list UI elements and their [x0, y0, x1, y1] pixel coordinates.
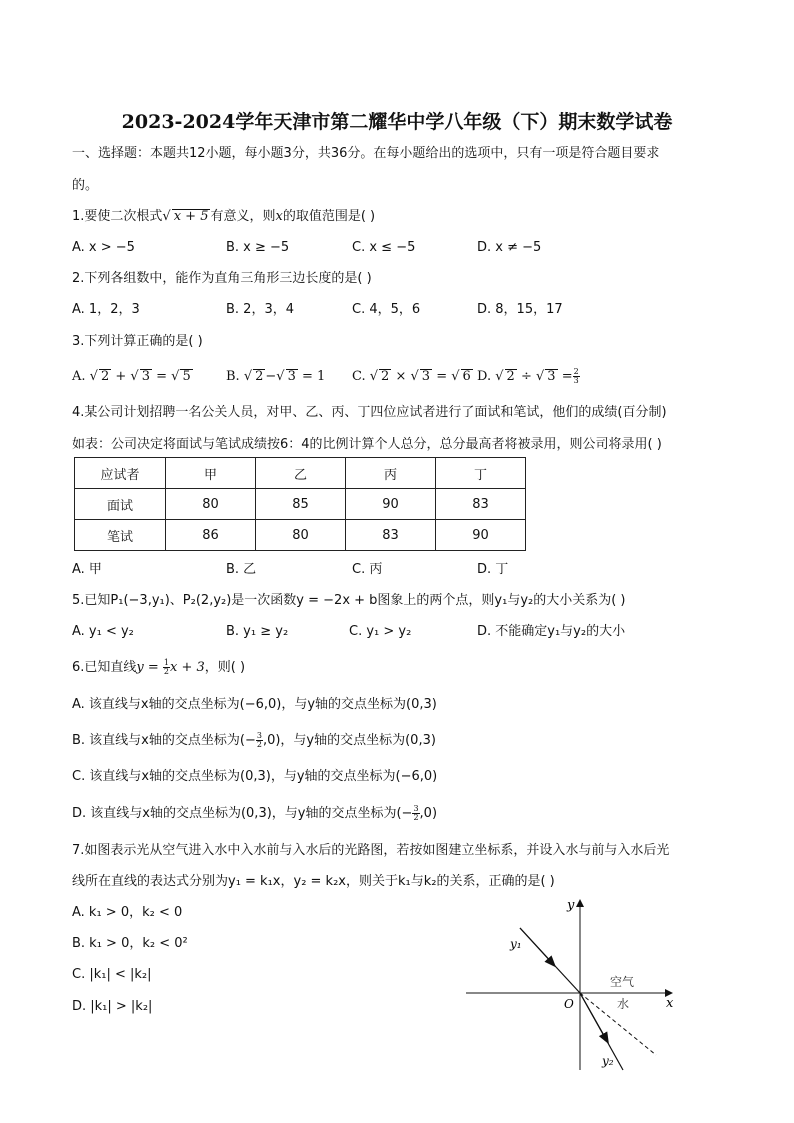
- table-cell: 笔试: [75, 520, 166, 551]
- q2-option-a: A. 1，2，3: [72, 302, 140, 317]
- table-cell: 90: [436, 520, 526, 551]
- q3-option-b: B. √ 2 −√ 3 = 1: [226, 369, 326, 384]
- q4-option-c: C. 丙: [352, 562, 383, 577]
- y2-label: y₂: [602, 1054, 614, 1068]
- air-label: 空气: [610, 975, 635, 989]
- sqrt-sign: √: [162, 209, 171, 224]
- table-cell: 83: [346, 520, 436, 551]
- q2-stem: 2.下列各组数中，能作为直角三角形三边长度的是( ): [72, 271, 372, 286]
- q7-stem-line1: 7.如图表示光从空气进入水中入水前与入水后的光路图，若按如图建立坐标系，并设入水与前与入水后光: [72, 843, 670, 858]
- table-cell: 90: [346, 489, 436, 520]
- table-cell: 83: [436, 489, 526, 520]
- q2-option-c: C. 4，5，6: [352, 302, 421, 317]
- q5-option-d: D. 不能确定y₁与y₂的大小: [477, 624, 626, 639]
- q6-d-fraction: $\frac{3}{2}$: [413, 804, 419, 822]
- q3-option-d: D. √ 2 ÷ √ 3 = $\frac{2}{3}$: [477, 367, 579, 385]
- table-cell: 80: [256, 520, 346, 551]
- q6-option-c: C. 该直线与x轴的交点坐标为(0,3)，与y轴的交点坐标为(−6,0): [72, 769, 438, 784]
- section-heading-line2: 的。: [72, 178, 99, 193]
- table-cell: 80: [166, 489, 256, 520]
- q2-option-b: B. 2，3，4: [226, 302, 294, 317]
- q1-option-c: C. x ≤ −5: [352, 240, 416, 255]
- exam-title: 2023-2024学年天津市第二耀华中学八年级（下）期末数学试卷: [121, 111, 673, 133]
- q1-option-d: D. x ≠ −5: [477, 240, 542, 255]
- q1-option-a: A. x > −5: [72, 240, 135, 255]
- table-header-row: [75, 458, 526, 489]
- ray-y1-arrow: [520, 928, 552, 963]
- origin-label: O: [564, 997, 574, 1011]
- table-header-cell: 乙: [256, 458, 346, 489]
- q1-stem: [72, 208, 375, 226]
- q6-fraction: $\frac{1}{2}$: [163, 658, 170, 676]
- x-axis-label: x: [666, 996, 674, 1011]
- y1-label: y₁: [510, 937, 522, 951]
- q3-option-c: C. √ 2 × √ 3 = √ 6: [352, 369, 471, 384]
- y-axis-label: y: [567, 898, 575, 913]
- q2-option-d: D. 8，15，17: [477, 302, 563, 317]
- ray-y2-arrow: [580, 993, 606, 1039]
- q4-option-b: B. 乙: [226, 562, 257, 577]
- table-header-cell: 丁: [436, 458, 526, 489]
- score-table: [74, 457, 526, 551]
- q5-option-c: C. y₁ > y₂: [349, 624, 412, 639]
- q7-option-d: D. |k₁| > |k₂|: [72, 999, 153, 1014]
- q3-option-a: A. √ 2 + √ 3 = √ 5: [72, 369, 191, 384]
- q1-suffix: 的取值范围是( ): [282, 209, 376, 224]
- q1-option-b: B. x ≥ −5: [226, 240, 290, 255]
- q6-option-b: B. 该直线与x轴的交点坐标为(− $\frac{3}{2}$ ,0)，与y轴的交点坐标为(0,3): [72, 731, 436, 749]
- q7-option-a: A. k₁ > 0，k₂ < 0: [72, 905, 183, 920]
- q6-option-d: D. 该直线与x轴的交点坐标为(0,3)，与y轴的交点坐标为(− $\frac{3}{2}$ ,0): [72, 804, 438, 822]
- q1-radicand: x + 5: [173, 209, 209, 224]
- q6-option-a: A. 该直线与x轴的交点坐标为(−6,0)，与y轴的交点坐标为(0,3): [72, 697, 437, 712]
- q4-option-a: A. 甲: [72, 562, 102, 577]
- q4-stem-line1: 4.某公司计划招聘一名公关人员，对甲、乙、丙、丁四位应试者进行了面试和笔试，他们的成绩(百分制): [72, 405, 667, 420]
- q7-option-b: B. k₁ > 0，k₂ < 0²: [72, 936, 188, 951]
- q7-option-c: C. |k₁| < |k₂|: [72, 967, 152, 982]
- q4-option-d: D. 丁: [477, 562, 509, 577]
- q6-stem: 6.已知直线y = $\frac{1}{2}$ x + 3，则( ): [72, 658, 246, 676]
- q4-stem-line2: 如表：公司决定将面试与笔试成绩按6：4的比例计算个人总分，总分最高者将被录用，则公司将录用( ): [72, 437, 662, 452]
- table-cell: 85: [256, 489, 346, 520]
- q6-b-fraction: $\frac{3}{2}$: [256, 731, 262, 749]
- q1-prefix: 1.要使二次根式: [72, 209, 163, 224]
- light-refraction-diagram: [460, 890, 690, 1075]
- q5-option-b: B. y₁ ≥ y₂: [226, 624, 289, 639]
- table-header-cell: 丙: [346, 458, 436, 489]
- q1-mid: 有意义，则: [210, 209, 276, 224]
- section-heading-line1: 一、选择题：本题共12小题，每小题3分，共36分。在每小题给出的选项中，只有一项是符合题目要求: [72, 146, 660, 161]
- q7-stem-line2: 线所在直线的表达式分别为y₁ = k₁x，y₂ = k₂x，则关于k₁与k₂的关系，正确的是( ): [72, 874, 555, 889]
- table-row: [75, 489, 526, 520]
- q3-stem: 3.下列计算正确的是( ): [72, 334, 203, 349]
- table-header-cell: 应试者: [75, 458, 166, 489]
- q3-d-fraction: $\frac{2}{3}$: [573, 367, 579, 385]
- table-header-cell: 甲: [166, 458, 256, 489]
- table-cell: 面试: [75, 489, 166, 520]
- table-cell: 86: [166, 520, 256, 551]
- q5-stem: 5.已知P₁(−3,y₁)、P₂(2,y₂)是一次函数y = −2x + b图象上的两个点，则y₁与y₂的大小关系为( ): [72, 593, 626, 608]
- water-label: 水: [617, 997, 630, 1011]
- q5-option-a: A. y₁ < y₂: [72, 624, 134, 639]
- q1-var: x: [275, 209, 283, 224]
- table-row: [75, 520, 526, 551]
